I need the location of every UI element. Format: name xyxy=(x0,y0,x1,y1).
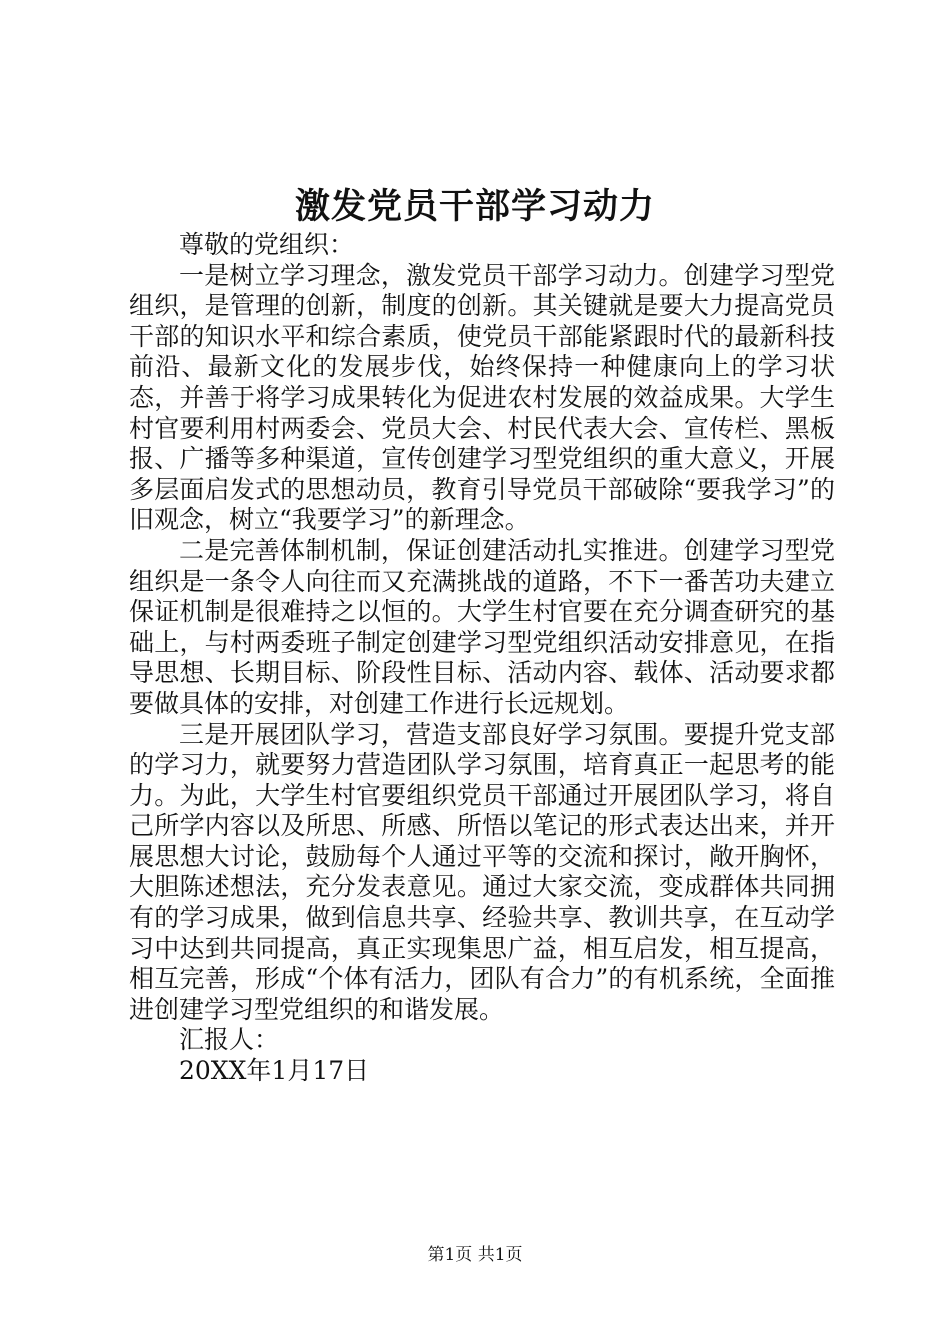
paragraph-3: 三是开展团队学习，营造支部良好学习氛围。要提升党支部的学习力，就要努力营造团队学习氛围，培育真正一起思考的能力。为此，大学生村官要组织党员干部通过开展团队学习，将自己所学内容以及所思、所感、所悟以笔记的形式表达出来，并开展思想大讨论，鼓励每个人通过平等的交流和探讨，敞开胸怀，大胆陈述想法，充分发表意见。通过大家交流，变成群体共同拥有的学习成果，做到信息共享、经验共享、教训共享，在互动学习中达到共同提高，真正实现集思广益，相互启发，相互提高，相互完善，形成“个体有活力，团队有合力”的有机系统，全面推进创建学习型党组织的和谐发展。 xyxy=(129,719,835,1024)
document-title: 激发党员干部学习动力 xyxy=(294,186,655,227)
document-body xyxy=(129,230,835,1087)
date-line: 20XX年1月17日 xyxy=(179,1056,370,1086)
page-footer: 第1页 共1页 xyxy=(427,1245,523,1265)
reporter-line: 汇报人： xyxy=(179,1025,280,1055)
paragraph-1: 一是树立学习理念，激发党员干部学习动力。创建学习型党组织，是管理的创新，制度的创新。其关键就是要大力提高党员干部的知识水平和综合素质，使党员干部能紧跟时代的最新科技前沿、最新文化的发展步伐，始终保持一种健康向上的学习状态，并善于将学习成果转化为促进农村发展的效益成果。大学生村官要利用村两委会、党员大会、村民代表大会、宣传栏、黑板报、广播等多种渠道，宣传创建学习型党组织的重大意义，开展多层面启发式的思想动员，教育引导党员干部破除“要我学习”的旧观念，树立“我要学习”的新理念。 xyxy=(129,260,835,535)
salutation: 尊敬的党组织： xyxy=(179,230,355,259)
paragraph-2: 二是完善体制机制，保证创建活动扎实推进。创建学习型党组织是一条令人向往而又充满挑战的道路，不下一番苦功夫建立保证机制是很难持之以恒的。大学生村官要在充分调查研究的基础上，与村两委班子制定创建学习型党组织活动安排意见，在指导思想、长期目标、阶段性目标、活动内容、载体、活动要求都要做具体的安排，对创建工作进行长远规划。 xyxy=(129,535,835,718)
